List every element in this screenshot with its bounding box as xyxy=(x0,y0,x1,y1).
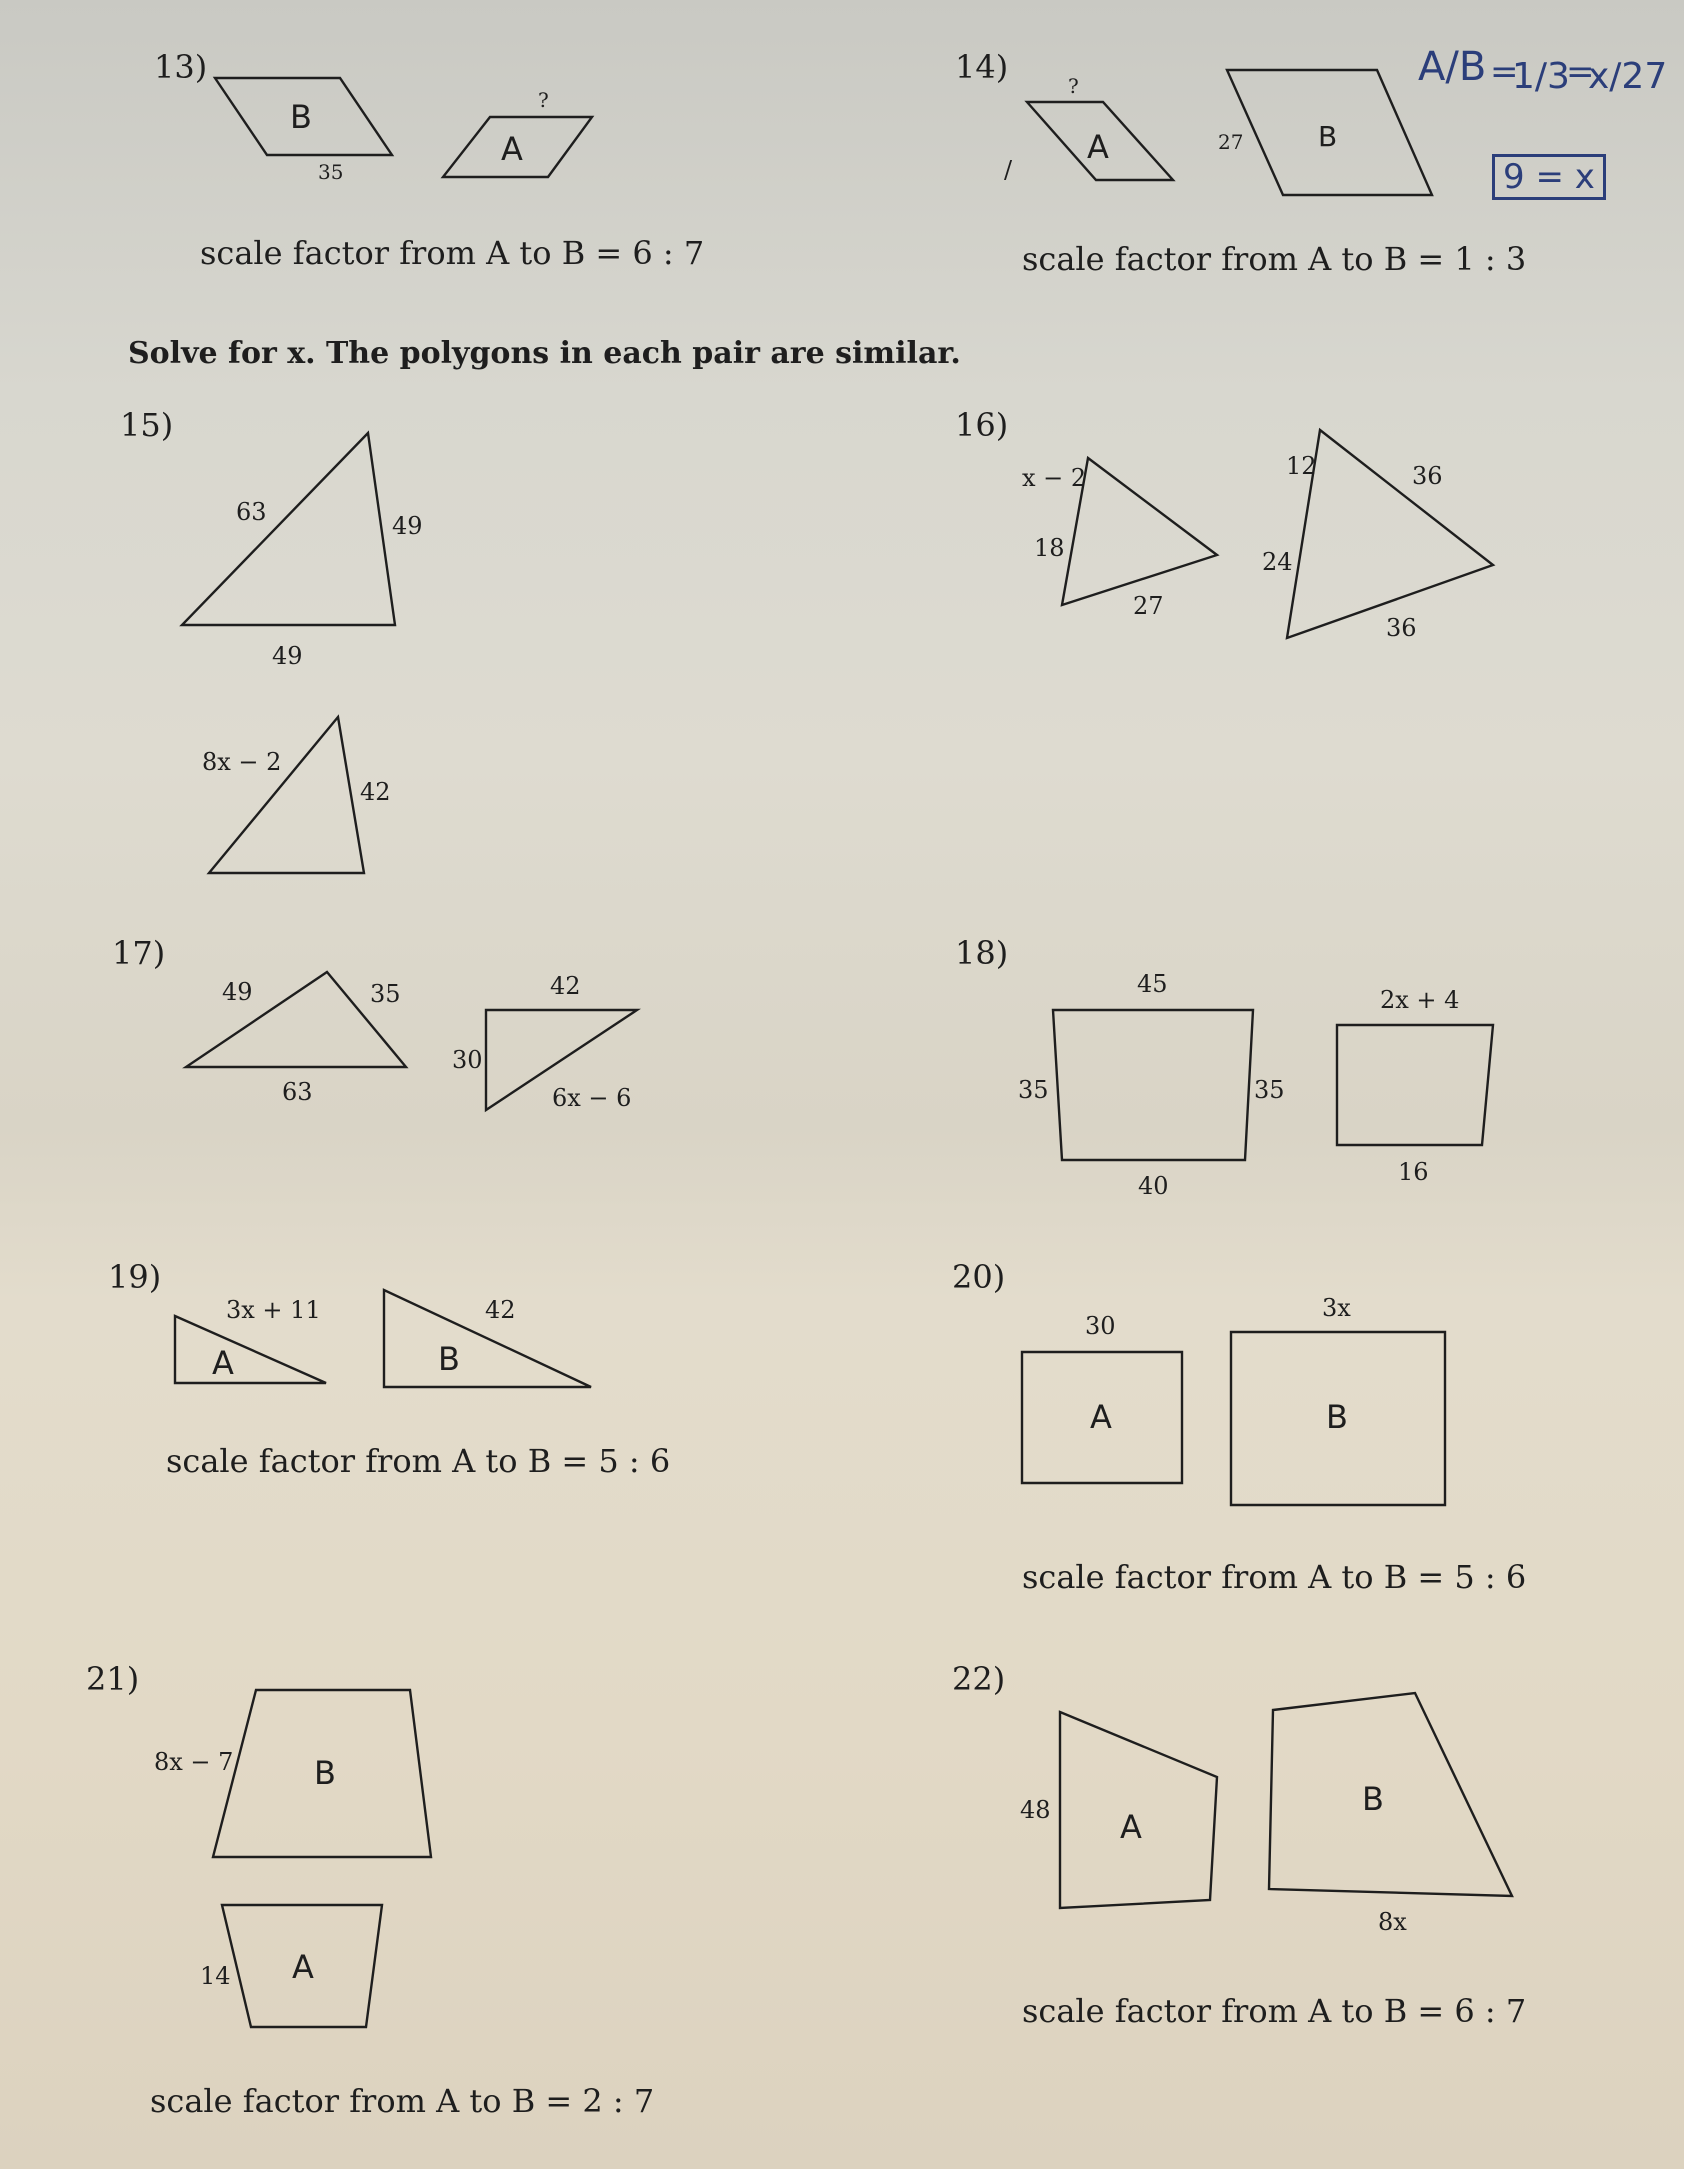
p17-t2-top: 42 xyxy=(550,972,581,1000)
p22-side-b: 8x xyxy=(1378,1908,1407,1936)
p14-scale-factor: scale factor from A to B = 1 : 3 xyxy=(1022,240,1527,278)
p18-number: 18) xyxy=(955,934,1009,972)
p17-t1-right: 35 xyxy=(370,980,401,1008)
p22-label-b: B xyxy=(1362,1780,1384,1818)
p19-label-b: B xyxy=(438,1340,460,1378)
p15-t2-right: 42 xyxy=(360,778,391,806)
p16-number: 16) xyxy=(955,406,1009,444)
p18-q1-top: 45 xyxy=(1137,970,1168,998)
p21-label-b: B xyxy=(314,1754,336,1792)
p14-label-b: B xyxy=(1318,120,1338,153)
p16-t1-bottom: 27 xyxy=(1133,592,1164,620)
p19-scale-factor: scale factor from A to B = 5 : 6 xyxy=(166,1442,671,1480)
p15-t2-left: 8x − 2 xyxy=(202,748,282,776)
p18-q1-right: 35 xyxy=(1254,1076,1285,1104)
p21-number: 21) xyxy=(86,1660,140,1698)
p16-triangle-2 xyxy=(1287,430,1493,638)
p22-label-a: A xyxy=(1120,1808,1142,1846)
p16-t2-left: 24 xyxy=(1262,548,1293,576)
p15-number: 15) xyxy=(120,406,174,444)
p16-t1-top: x − 2 xyxy=(1022,464,1087,492)
p16-t2-top-right: 36 xyxy=(1412,462,1443,490)
p19-side-b: 42 xyxy=(485,1296,516,1324)
p22-scale-factor: scale factor from A to B = 6 : 7 xyxy=(1022,1992,1527,2030)
p13-scale-factor: scale factor from A to B = 6 : 7 xyxy=(200,234,705,272)
hand-x-over-27: x/27 xyxy=(1588,56,1668,97)
p13-label-a: A xyxy=(501,130,523,168)
p17-t1-bottom: 63 xyxy=(282,1078,313,1106)
p13-number: 13) xyxy=(154,48,208,86)
p17-number: 17) xyxy=(112,934,166,972)
hand-one-third: 1/3 xyxy=(1512,56,1570,97)
p18-q1-left: 35 xyxy=(1018,1076,1049,1104)
hand-boxed-answer: 9 = x xyxy=(1492,154,1606,200)
p19-side-a: 3x + 11 xyxy=(226,1296,321,1324)
p16-t2-top-left: 12 xyxy=(1286,452,1317,480)
p21-label-a: A xyxy=(292,1948,314,1986)
p14-number: 14) xyxy=(955,48,1009,86)
p21-side-b: 8x − 7 xyxy=(154,1748,234,1776)
p19-label-a: A xyxy=(212,1344,234,1382)
p18-q1-bottom: 40 xyxy=(1138,1172,1169,1200)
p17-t1-left: 49 xyxy=(222,978,253,1006)
p17-t2-bottom: 6x − 6 xyxy=(552,1084,632,1112)
p13-label-b: B xyxy=(290,98,312,136)
p15-triangle-1 xyxy=(182,433,395,625)
hand-ratio: A/B xyxy=(1418,44,1487,90)
p18-quad-2 xyxy=(1337,1025,1493,1145)
p19-number: 19) xyxy=(108,1258,162,1296)
p20-side-a: 30 xyxy=(1085,1312,1116,1340)
p15-triangle-2 xyxy=(209,717,364,873)
p20-label-a: A xyxy=(1090,1398,1112,1436)
p13-side-unknown: ? xyxy=(538,88,549,112)
p16-t1-left: 18 xyxy=(1034,534,1065,562)
p13-side-35: 35 xyxy=(318,160,344,184)
p20-label-b: B xyxy=(1326,1398,1348,1436)
p21-scale-factor: scale factor from A to B = 2 : 7 xyxy=(150,2082,655,2120)
p14-label-a: A xyxy=(1087,128,1109,166)
p14-side-mark: / xyxy=(1004,156,1013,184)
p20-number: 20) xyxy=(952,1258,1006,1296)
hand-equals-2: = xyxy=(1566,52,1595,92)
p18-q2-top: 2x + 4 xyxy=(1380,986,1460,1014)
p22-number: 22) xyxy=(952,1660,1006,1698)
p21-side-a: 14 xyxy=(200,1962,231,1990)
p18-quad-1 xyxy=(1053,1010,1253,1160)
p15-t1-bottom: 49 xyxy=(272,642,303,670)
p22-quad-b xyxy=(1269,1693,1512,1896)
p15-t1-right: 49 xyxy=(392,512,423,540)
p20-scale-factor: scale factor from A to B = 5 : 6 xyxy=(1022,1558,1527,1596)
instruction-heading: Solve for x. The polygons in each pair are similar. xyxy=(128,336,961,371)
p14-side-unknown: ? xyxy=(1068,74,1079,98)
p18-q2-bottom: 16 xyxy=(1398,1158,1429,1186)
p14-side-27: 27 xyxy=(1218,130,1244,154)
p15-t1-left: 63 xyxy=(236,498,267,526)
p19-triangle-a xyxy=(175,1316,326,1383)
p16-t2-bottom: 36 xyxy=(1386,614,1417,642)
p17-t2-left: 30 xyxy=(452,1046,483,1074)
p22-side-a: 48 xyxy=(1020,1796,1051,1824)
hand-equals-1: = xyxy=(1490,52,1519,92)
p20-side-b: 3x xyxy=(1322,1294,1351,1322)
